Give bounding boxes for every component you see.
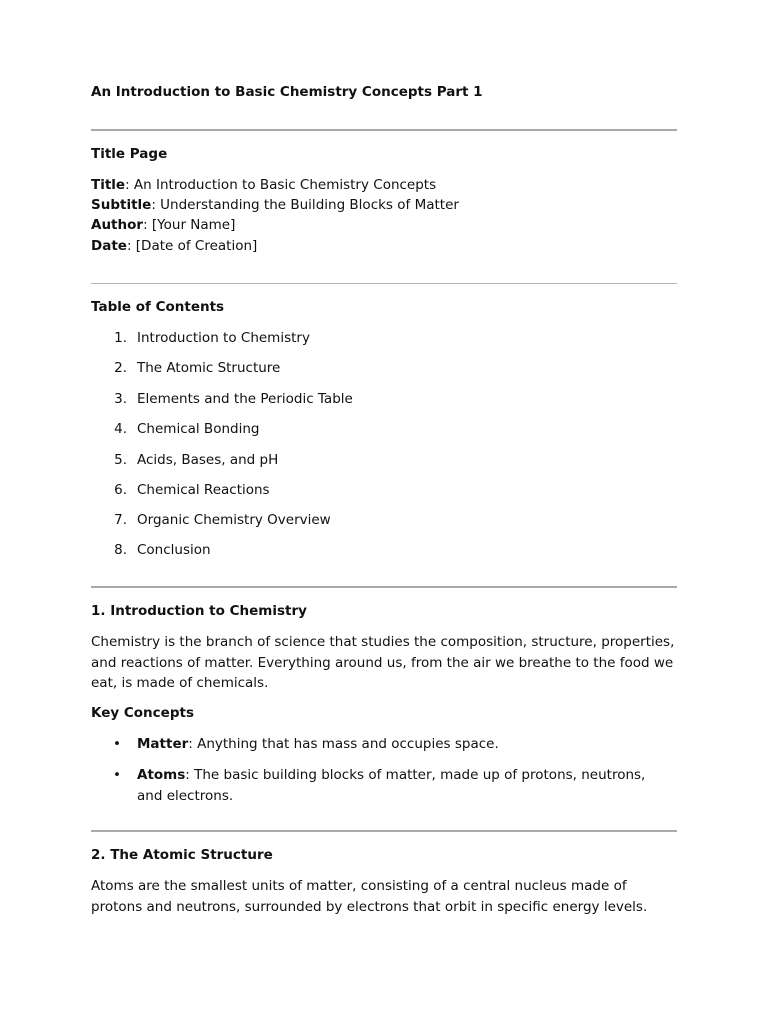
key-concept-item — [91, 765, 677, 806]
toc-item — [91, 391, 353, 407]
bullet-icon: • — [113, 736, 121, 752]
toc-item — [91, 360, 280, 376]
meta-title-line — [91, 177, 436, 193]
bullet-icon: • — [113, 767, 121, 783]
toc-item-number: 2. — [114, 360, 127, 376]
meta-date-label: Date — [91, 238, 127, 254]
meta-author-value: : [Your Name] — [143, 217, 236, 233]
section-divider — [91, 283, 677, 284]
toc-item — [91, 482, 270, 498]
key-concepts-heading: Key Concepts — [91, 705, 194, 721]
meta-subtitle-label: Subtitle — [91, 197, 152, 213]
meta-title-label: Title — [91, 177, 126, 193]
key-concept-item — [91, 734, 677, 755]
key-concept-definition: : Anything that has mass and occupies space. — [188, 736, 499, 752]
meta-author-label: Author — [91, 217, 144, 233]
toc-item — [91, 421, 259, 437]
toc-item — [91, 542, 211, 558]
key-concept-text — [137, 734, 667, 755]
section2-paragraph: Atoms are the smallest units of matter, consisting of a central nucleus made of protons and neutrons, surrounded by electrons that orbit in specific energy levels. — [91, 878, 648, 915]
meta-title-value: : An Introduction to Basic Chemistry Concepts — [125, 177, 437, 193]
toc-item-label: Introduction to Chemistry — [137, 330, 310, 346]
meta-date-line — [91, 238, 257, 254]
toc-item — [91, 330, 310, 346]
toc-item-label: Elements and the Periodic Table — [137, 391, 353, 407]
toc-item-number: 7. — [114, 512, 127, 528]
key-concept-definition: : The basic building blocks of matter, made up of protons, neutrons, and electrons. — [137, 767, 646, 804]
toc-item-number: 1. — [114, 330, 127, 346]
toc-item-label: Conclusion — [137, 542, 211, 558]
section1-heading: 1. Introduction to Chemistry — [91, 603, 307, 619]
title-page-heading: Title Page — [91, 146, 168, 162]
key-concept-text — [137, 765, 667, 806]
toc-item-number: 8. — [114, 542, 127, 558]
toc-item-number: 6. — [114, 482, 127, 498]
meta-subtitle-value: : Understanding the Building Blocks of Matter — [151, 197, 459, 213]
toc-item-label: The Atomic Structure — [137, 360, 281, 376]
section2-heading: 2. The Atomic Structure — [91, 847, 273, 863]
key-concept-term: Atoms — [137, 767, 186, 783]
key-concept-term: Matter — [137, 736, 189, 752]
toc-item-label: Chemical Bonding — [137, 421, 260, 437]
toc-heading: Table of Contents — [91, 299, 225, 315]
toc-item-label: Chemical Reactions — [137, 482, 270, 498]
toc-item — [91, 512, 331, 528]
toc-item-number: 5. — [114, 452, 127, 468]
meta-date-value: : [Date of Creation] — [126, 238, 258, 254]
meta-subtitle-line — [91, 197, 459, 213]
toc-item-number: 4. — [114, 421, 127, 437]
section-divider — [91, 586, 677, 588]
toc-item-label: Organic Chemistry Overview — [137, 512, 331, 528]
toc-item-number: 3. — [114, 391, 127, 407]
document-title: An Introduction to Basic Chemistry Concepts Part 1 — [91, 84, 483, 100]
section1-paragraph: Chemistry is the branch of science that studies the composition, structure, properties, and reactions of matter. Everything around us, from the air we breathe to the food we eat, is made of chemicals. — [91, 634, 675, 691]
section-divider — [91, 830, 677, 832]
section-divider — [91, 129, 677, 131]
meta-author-line — [91, 217, 235, 233]
toc-item — [91, 452, 278, 468]
toc-item-label: Acids, Bases, and pH — [137, 452, 279, 468]
